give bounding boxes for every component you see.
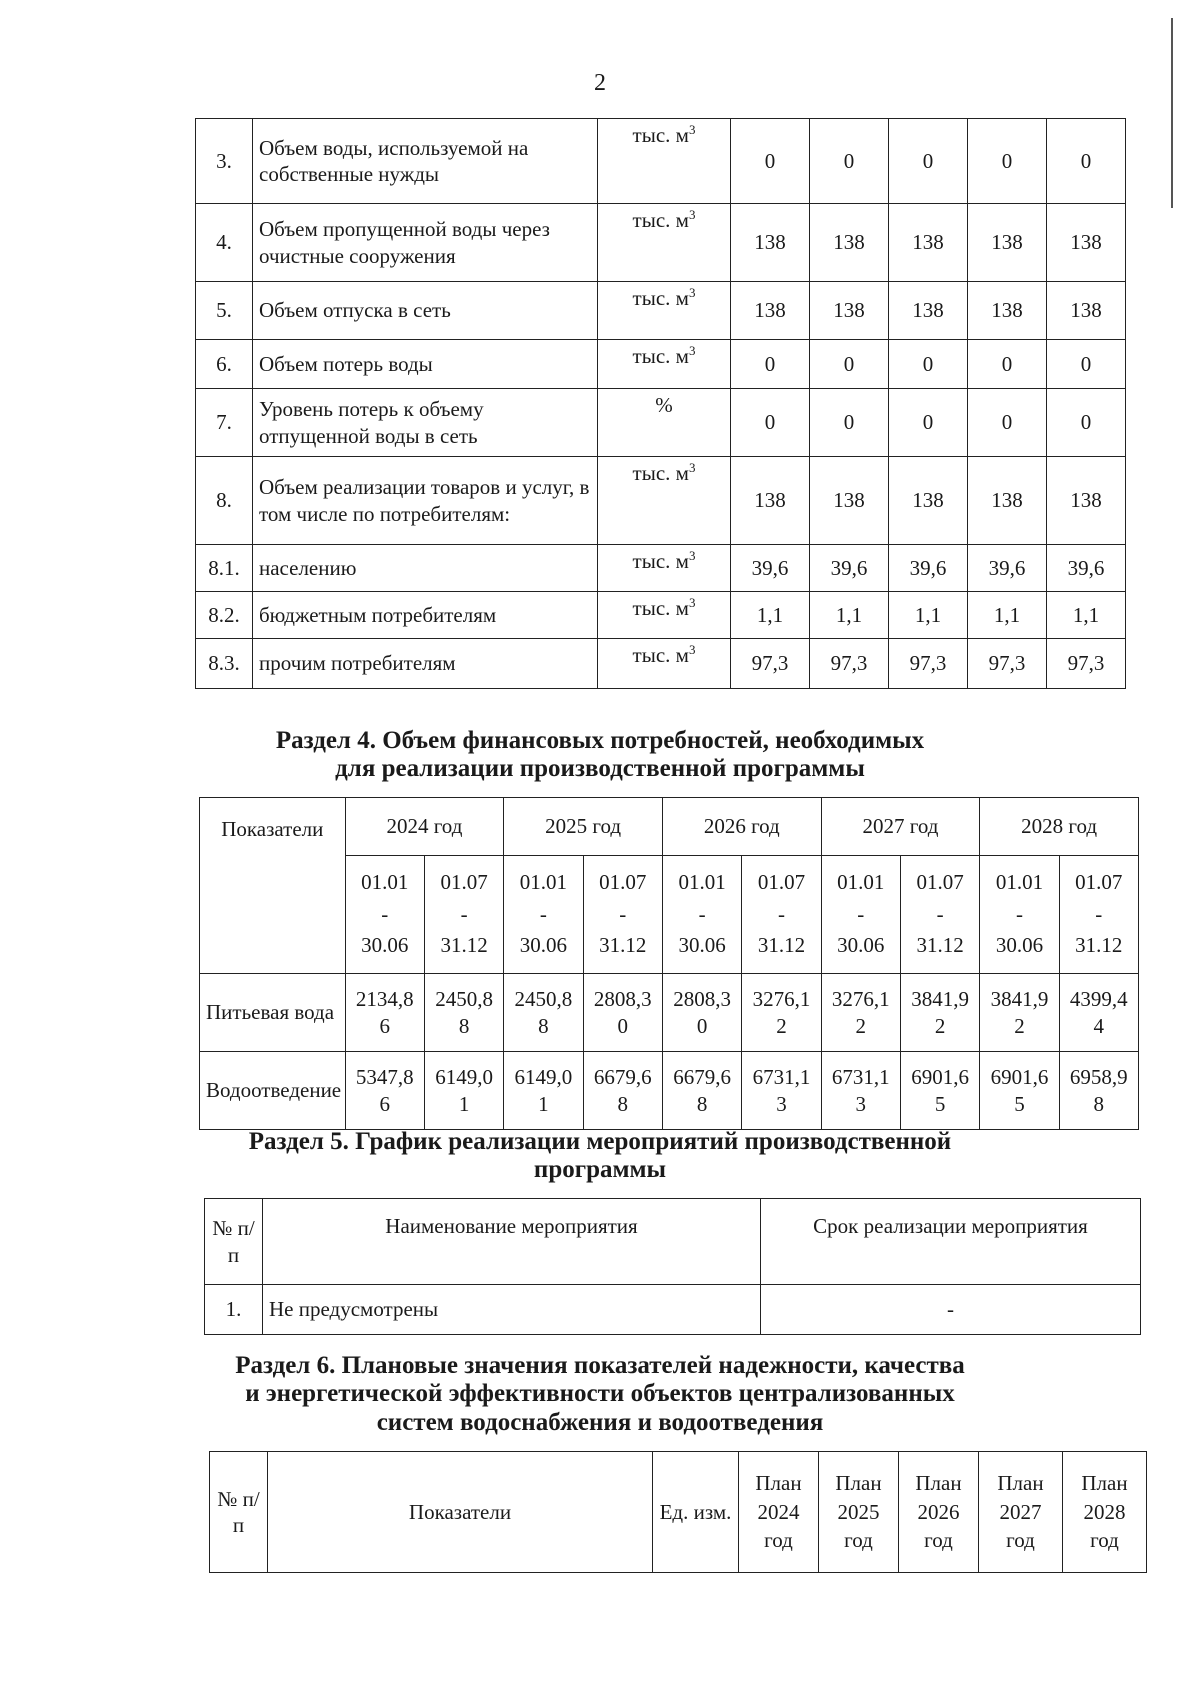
period-cell: [821, 856, 900, 974]
finance-row-name: Питьевая вода: [200, 974, 346, 1052]
schedule-header-name: Наименование мероприятия: [263, 1199, 761, 1285]
finance-header-indicator: Показатели: [200, 798, 346, 974]
period-from: 01.07: [1075, 870, 1123, 895]
period-to: 30.06: [519, 933, 568, 958]
section6-title-line3: систем водоснабжения и водоотведения: [376, 1408, 824, 1436]
value-cell: 138: [968, 457, 1047, 545]
finance-value-cell: 2134,86: [345, 974, 424, 1052]
period-cell: [345, 856, 424, 974]
table-row: [196, 592, 1126, 639]
row-unit: [598, 282, 731, 340]
value-cell: 138: [810, 282, 889, 340]
period-from: 01.07: [440, 870, 488, 895]
period-to: 30.06: [361, 933, 409, 958]
section5-title-line2: программы: [533, 1156, 667, 1184]
value-cell: 97,3: [1047, 639, 1126, 689]
schedule-row-num: 1.: [205, 1285, 263, 1335]
section4-title-line1: Раздел 4. Объем финансовых потребностей, необходимых: [275, 727, 925, 754]
value-cell: 138: [968, 204, 1047, 282]
plan-header-line3: год: [1090, 1528, 1119, 1553]
period-to: 31.12: [1075, 933, 1123, 958]
plan-header-year: 2025: [837, 1499, 880, 1524]
schedule-row-term: -: [761, 1285, 1141, 1335]
unit-text: тыс. м: [632, 643, 689, 667]
period-from: 01.01: [361, 870, 409, 895]
row-unit: [598, 639, 731, 689]
value-cell: 97,3: [731, 639, 810, 689]
finance-value-cell: 6958,98: [1059, 1052, 1138, 1130]
page-number: 2: [594, 70, 606, 96]
finance-value-cell: 6731,13: [821, 1052, 900, 1130]
schedule-header-num: № п/п: [205, 1199, 263, 1285]
plan-year-header: [739, 1452, 819, 1573]
period-from: 01.01: [995, 870, 1044, 895]
section5-title-line1: Раздел 5. График реализации мероприятий производственной: [248, 1128, 952, 1155]
period-to: 30.06: [678, 933, 726, 958]
period-dash: -: [777, 901, 785, 926]
row-number: 4.: [196, 204, 253, 282]
volume-table-body: [196, 119, 1126, 689]
period-from: 01.01: [678, 870, 726, 895]
plan-indicators-table: [209, 1451, 1147, 1573]
row-unit: [598, 592, 731, 639]
finance-value-cell: 3276,12: [821, 974, 900, 1052]
unit-superscript: 3: [688, 343, 696, 358]
finance-table-body: [200, 974, 1139, 1130]
row-unit: [598, 119, 731, 204]
value-cell: 138: [731, 204, 810, 282]
row-number: 8.: [196, 457, 253, 545]
scan-edge-line: [1171, 18, 1173, 208]
value-cell: 0: [889, 389, 968, 457]
unit-superscript: 3: [688, 595, 696, 610]
finance-value-cell: 6901,65: [980, 1052, 1059, 1130]
plan-header-line3: год: [1006, 1528, 1035, 1553]
value-cell: 39,6: [810, 545, 889, 592]
row-indicator: бюджетным потребителям: [253, 592, 598, 639]
plan-year-header: [819, 1452, 899, 1573]
section6-title-line2: и энергетической эффективности объектов централизованных: [245, 1380, 955, 1408]
finance-header-year: 2028 год: [980, 798, 1139, 856]
value-cell: 39,6: [731, 545, 810, 592]
period-cell: [583, 856, 662, 974]
finance-value-cell: 6149,01: [504, 1052, 583, 1130]
plan-header-line1: План: [997, 1471, 1044, 1496]
row-indicator: Объем отпуска в сеть: [253, 282, 598, 340]
value-cell: 0: [731, 119, 810, 204]
plan-header-line3: год: [844, 1528, 873, 1553]
schedule-table: [204, 1198, 1141, 1335]
value-cell: 138: [889, 457, 968, 545]
schedule-row: [205, 1285, 1141, 1335]
row-indicator: Уровень потерь к объему отпущенной воды в сеть: [253, 389, 598, 457]
row-number: 8.1.: [196, 545, 253, 592]
row-unit: [598, 545, 731, 592]
finance-header-year: 2024 год: [345, 798, 504, 856]
value-cell: 1,1: [1047, 592, 1126, 639]
period-dash: -: [936, 901, 944, 926]
value-cell: 138: [889, 204, 968, 282]
period-dash: -: [619, 901, 627, 926]
section6-title-line1: Раздел 6. Плановые значения показателей надежности, качества: [235, 1352, 965, 1379]
finance-header-year: 2027 год: [821, 798, 980, 856]
plan-header-num: № п/п: [210, 1452, 268, 1573]
period-to: 30.06: [837, 933, 885, 958]
plan-header-line1: План: [1081, 1471, 1128, 1496]
finance-value-cell: 3276,12: [742, 974, 821, 1052]
finance-row: [200, 974, 1139, 1052]
period-cell: [980, 856, 1059, 974]
table-row: [196, 457, 1126, 545]
value-cell: 138: [810, 204, 889, 282]
table-row: [196, 119, 1126, 204]
value-cell: 0: [968, 119, 1047, 204]
table-row: [196, 340, 1126, 389]
period-to: 31.12: [757, 933, 806, 958]
value-cell: 138: [731, 457, 810, 545]
unit-text: тыс. м: [632, 549, 689, 573]
volume-table: [195, 118, 1126, 689]
finance-value-cell: 2808,30: [583, 974, 662, 1052]
period-dash: -: [1015, 901, 1023, 926]
row-number: 8.3.: [196, 639, 253, 689]
table-row: [196, 639, 1126, 689]
table-row: [196, 545, 1126, 592]
value-cell: 39,6: [968, 545, 1047, 592]
unit-superscript: 3: [688, 122, 696, 137]
period-cell: [742, 856, 821, 974]
unit-text: тыс. м: [632, 123, 689, 147]
period-dash: -: [460, 901, 468, 926]
value-cell: 39,6: [889, 545, 968, 592]
row-unit: [598, 204, 731, 282]
period-cell: [662, 856, 741, 974]
value-cell: 138: [731, 282, 810, 340]
finance-value-cell: 3841,92: [980, 974, 1059, 1052]
period-from: 01.07: [599, 870, 647, 895]
value-cell: 0: [810, 340, 889, 389]
finance-header-year: 2026 год: [662, 798, 821, 856]
row-number: 7.: [196, 389, 253, 457]
row-unit: [598, 389, 731, 457]
row-indicator: Объем потерь воды: [253, 340, 598, 389]
value-cell: 1,1: [731, 592, 810, 639]
value-cell: 97,3: [889, 639, 968, 689]
plan-header-line3: год: [764, 1528, 793, 1553]
value-cell: 0: [1047, 119, 1126, 204]
finance-table: [199, 797, 1139, 1130]
row-number: 3.: [196, 119, 253, 204]
value-cell: 0: [968, 389, 1047, 457]
period-cell: [424, 856, 503, 974]
row-number: 8.2.: [196, 592, 253, 639]
period-dash: -: [857, 901, 865, 926]
value-cell: 0: [810, 389, 889, 457]
row-indicator: населению: [253, 545, 598, 592]
finance-value-cell: 3841,92: [900, 974, 979, 1052]
period-cell: [1059, 856, 1138, 974]
period-from: 01.07: [757, 870, 806, 895]
section4-title-line2: для реализации производственной программы: [335, 755, 865, 783]
schedule-header-term: Срок реализации мероприятия: [761, 1199, 1141, 1285]
section4-title: [0, 727, 1200, 784]
plan-header-line1: План: [755, 1471, 802, 1496]
period-to: 30.06: [995, 933, 1044, 958]
plan-header-year: 2027: [999, 1499, 1042, 1524]
period-from: 01.07: [916, 870, 964, 895]
value-cell: 0: [810, 119, 889, 204]
table-row: [196, 389, 1126, 457]
row-indicator: прочим потребителям: [253, 639, 598, 689]
period-to: 31.12: [599, 933, 647, 958]
plan-header-unit: Ед. изм.: [653, 1452, 739, 1573]
unit-superscript: 3: [688, 548, 696, 563]
finance-row: [200, 1052, 1139, 1130]
finance-value-cell: 5347,86: [345, 1052, 424, 1130]
schedule-table-body: [205, 1285, 1141, 1335]
value-cell: 0: [731, 340, 810, 389]
unit-text: %: [655, 393, 673, 417]
unit-text: тыс. м: [632, 208, 689, 232]
value-cell: 0: [731, 389, 810, 457]
unit-superscript: 3: [688, 207, 696, 222]
period-to: 31.12: [916, 933, 964, 958]
finance-value-cell: 2450,88: [504, 974, 583, 1052]
value-cell: 1,1: [810, 592, 889, 639]
period-from: 01.01: [837, 870, 885, 895]
section5-title: [0, 1128, 1200, 1185]
value-cell: 0: [889, 340, 968, 389]
value-cell: 39,6: [1047, 545, 1126, 592]
value-cell: 138: [1047, 457, 1126, 545]
finance-value-cell: 6901,65: [900, 1052, 979, 1130]
plan-year-header: [899, 1452, 979, 1573]
period-dash: -: [1095, 901, 1103, 926]
plan-year-header: [979, 1452, 1063, 1573]
value-cell: 97,3: [968, 639, 1047, 689]
plan-header-line1: План: [835, 1471, 882, 1496]
period-dash: -: [698, 901, 706, 926]
unit-text: тыс. м: [632, 461, 689, 485]
period-dash: -: [381, 901, 389, 926]
plan-header-line1: План: [915, 1471, 962, 1496]
section6-title: [0, 1352, 1200, 1437]
value-cell: 0: [889, 119, 968, 204]
row-indicator: Объем пропущенной воды через очистные сооружения: [253, 204, 598, 282]
table-row: [196, 282, 1126, 340]
schedule-row-name: Не предусмотрены: [263, 1285, 761, 1335]
finance-value-cell: 6149,01: [424, 1052, 503, 1130]
finance-value-cell: 2450,88: [424, 974, 503, 1052]
unit-text: тыс. м: [632, 344, 689, 368]
value-cell: 138: [968, 282, 1047, 340]
finance-row-name: Водоотведение: [200, 1052, 346, 1130]
finance-value-cell: 2808,30: [662, 974, 741, 1052]
period-cell: [900, 856, 979, 974]
value-cell: 0: [1047, 389, 1126, 457]
row-number: 6.: [196, 340, 253, 389]
finance-value-cell: 4399,44: [1059, 974, 1138, 1052]
value-cell: 138: [1047, 282, 1126, 340]
plan-header-line3: год: [924, 1528, 953, 1553]
plan-header-year: 2024: [757, 1499, 800, 1524]
finance-value-cell: 6679,68: [662, 1052, 741, 1130]
row-indicator: Объем воды, используемой на собственные нужды: [253, 119, 598, 204]
plan-year-header: [1063, 1452, 1147, 1573]
value-cell: 1,1: [968, 592, 1047, 639]
row-unit: [598, 340, 731, 389]
row-unit: [598, 457, 731, 545]
unit-superscript: 3: [688, 285, 696, 300]
unit-superscript: 3: [688, 460, 696, 475]
unit-text: тыс. м: [632, 596, 689, 620]
plan-header-row: [210, 1452, 1147, 1573]
plan-header-indicator: Показатели: [268, 1452, 653, 1573]
value-cell: 138: [1047, 204, 1126, 282]
value-cell: 1,1: [889, 592, 968, 639]
plan-header-year: 2028: [1083, 1499, 1126, 1524]
finance-value-cell: 6731,13: [742, 1052, 821, 1130]
finance-header-year: 2025 год: [504, 798, 663, 856]
value-cell: 138: [810, 457, 889, 545]
period-cell: [504, 856, 583, 974]
row-number: 5.: [196, 282, 253, 340]
value-cell: 0: [1047, 340, 1126, 389]
finance-value-cell: 6679,68: [583, 1052, 662, 1130]
period-dash: -: [539, 901, 547, 926]
table-row: [196, 204, 1126, 282]
value-cell: 97,3: [810, 639, 889, 689]
row-indicator: Объем реализации товаров и услуг, в том числе по потребителям:: [253, 457, 598, 545]
value-cell: 0: [968, 340, 1047, 389]
unit-superscript: 3: [688, 642, 696, 657]
unit-text: тыс. м: [632, 286, 689, 310]
value-cell: 138: [889, 282, 968, 340]
plan-header-year: 2026: [917, 1499, 960, 1524]
period-to: 31.12: [440, 933, 488, 958]
period-from: 01.01: [519, 870, 568, 895]
